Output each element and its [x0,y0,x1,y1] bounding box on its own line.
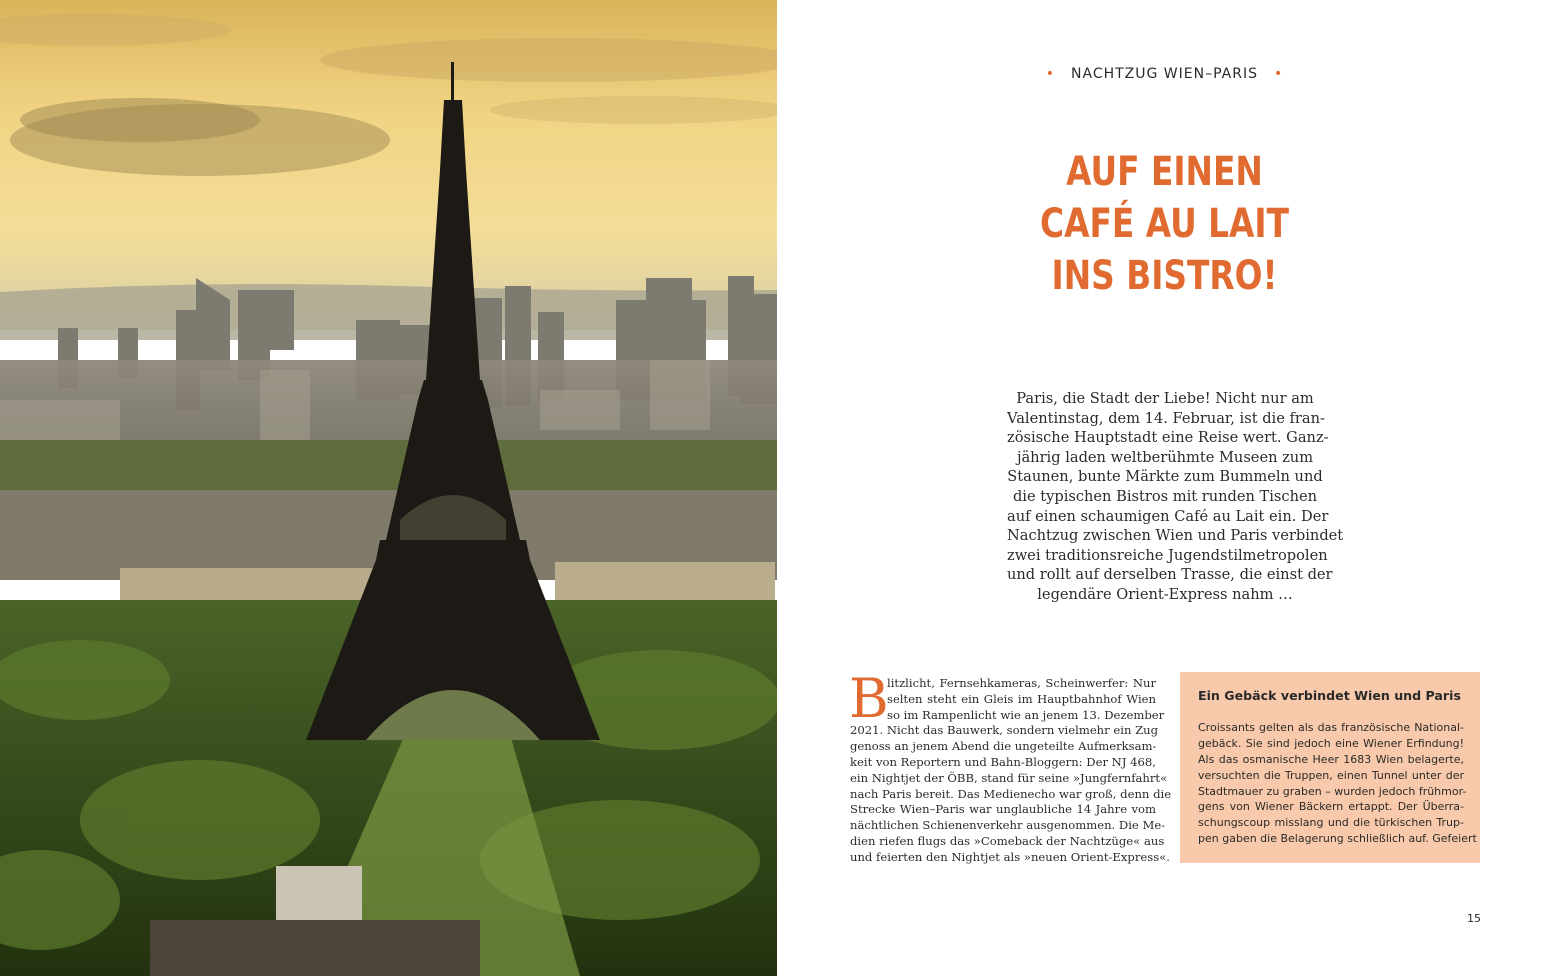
lead-paragraph [1007,389,1344,605]
info-box-text [1198,720,1477,847]
kicker-text: NACHTZUG WIEN–PARIS [1071,66,1258,82]
page-number: 15 [1467,912,1481,925]
section-kicker [777,66,1552,82]
body-line: dien riefen flugs das »Comeback der Nachtzüge« aus [850,833,1165,848]
body-line: nach Paris bereit. Das Medienecho war groß, denn die [850,786,1172,801]
body-line: Strecke Wien–Paris war unglaubliche 14 Jahre vom [850,802,1156,817]
lead-line: auf einen schaumigen Café au Lait ein. Der [1007,507,1329,525]
info-box-line: versuchten die Truppen, einen Tunnel unter der [1198,768,1464,782]
kicker-dot-right: • [1273,66,1284,82]
body-line: und feierten den Nightjet als »neuen Orient-Express«. [850,849,1170,864]
drop-cap: B [849,667,889,730]
lead-line: Paris, die Stadt der Liebe! Nicht nur am [1016,390,1314,407]
info-box-line: gens von Wiener Bäckern ertappt. Der Überra- [1198,800,1464,814]
lead-line: die typischen Bistros mit runden Tischen [1012,487,1318,505]
lead-line: Valentinstag, dem 14. Februar, ist die fran- [1007,409,1325,427]
info-box-line: Croissants gelten als das französische National- [1198,721,1464,734]
headline-line: CAFÉ AU LAIT [1040,201,1289,247]
info-box-line: gebäck. Sie sind jedoch eine Wiener Erfindung! [1198,736,1464,750]
body-line: so im Rampenlicht wie an jenem 13. Dezember [887,707,1165,722]
headline-line: INS BISTRO! [1051,253,1278,299]
headline [847,146,1483,302]
headline-line: AUF EINEN [1066,149,1263,195]
info-box-line: Stadtmauer zu graben – wurden jedoch frühmor- [1198,784,1467,798]
kicker-dot-left: • [1045,66,1056,82]
lead-line: zösische Hauptstadt eine Reise wert. Ganz- [1007,429,1329,447]
lead-line: und rollt auf derselben Trasse, die einst der [1007,566,1333,584]
body-line: ein Nightjet der ÖBB, stand für seine »Jungfernfahrt« [850,770,1168,785]
info-box-line: pen gaben die Belagerung schließlich auf. Gefeiert [1198,832,1477,846]
body-line: genoss an jenem Abend die ungeteilte Aufmerksam- [850,739,1157,754]
lead-line: legendäre Orient-Express nahm … [1037,585,1293,603]
lead-line: jährig laden weltberühmte Museen zum [1016,448,1314,466]
body-line: selten steht ein Gleis im Hauptbahnhof Wien [887,691,1156,706]
info-box-line: schungscoup misslang und die türkischen Trup- [1198,816,1464,830]
info-box-title: Ein Gebäck verbindet Wien und Paris [1198,688,1461,703]
body-line: litzlicht, Fernsehkameras, Scheinwerfer: Nur [887,676,1156,690]
info-box [1180,672,1480,863]
lead-line: Nachtzug zwischen Wien und Paris verbindet [1007,527,1344,545]
body-line: 2021. Nicht das Bauwerk, sondern vielmehr ein Zug [850,723,1159,738]
text-page [777,0,1552,976]
body-line: nächtlichen Schienenverkehr ausgenommen. Die Me- [850,818,1166,833]
lead-line: zwei traditionsreiche Jugendstilmetropolen [1007,546,1328,564]
lead-line: Staunen, bunte Märkte zum Bummeln und [1007,468,1323,486]
body-line: keit von Reportern und Bahn-Bloggern: Der NJ 468, [850,754,1156,769]
info-box-line: Als das osmanische Heer 1683 Wien belagerte, [1198,752,1464,766]
body-text [849,667,1172,866]
